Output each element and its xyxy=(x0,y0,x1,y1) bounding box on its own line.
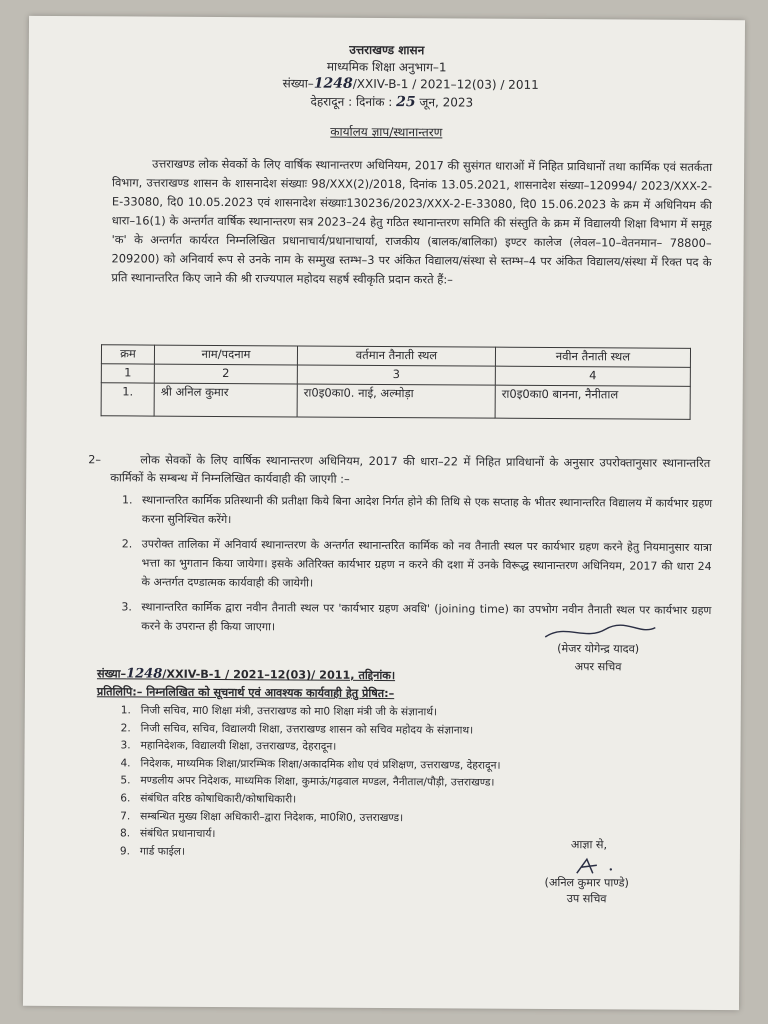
table-cell: 4 xyxy=(495,366,690,386)
list-item: 2. उपरोक्त तालिका में अनिवार्य स्थानान्तरण के अन्तर्गत स्थानान्तरित कार्मिक को नव तैनाती स्थल पर कार्यभार ग्रहण करने हेतु नियमानुसार यात्रा भत्ता का भुगतान किया जायेगा। इसके अतिरिक्त कार्यभार ग्रहण न करने की दशा में उनके विरूद्ध स्थानान्तरण अधिनियम, 2017 की धारा 24 के अन्तर्गत दण्डात्मक कार्यवाही की जायेगी। xyxy=(121,537,712,590)
list-item: 3. महानिदेशक, विद्यालयी शिक्षा, उत्तराखण्ड, देहरादून। xyxy=(120,739,337,753)
copy-heading: प्रतिलिपि:– निम्नलिखित को सूचनार्थ एवं आवश्यक कार्यवाही हेतु प्रेषित:– xyxy=(96,685,395,701)
table-cell: 1. xyxy=(101,383,154,416)
signatory-title-2: उप सचिव xyxy=(566,892,607,906)
list-item: 4. निदेशक, माध्यमिक शिक्षा/प्रारम्भिक शिक्षा/अकादमिक शोध एवं प्रशिक्षण, उत्तराखण्ड, देहरादून। xyxy=(120,757,501,772)
table-cell: 1 xyxy=(101,364,154,383)
table-header-cell: नाम/पदनाम xyxy=(154,345,297,365)
list-item: 6. संबंधित वरिष्ठ कोषाधिकारी/कोषाधिकारी। xyxy=(120,792,297,806)
table-header-cell: नवीन तैनाती स्थल xyxy=(495,347,690,367)
signature-icon xyxy=(539,853,639,878)
reference-number: संख्या–1248/XXIV-B-1 / 2021–12(03) / 2011 xyxy=(282,75,539,92)
section-heading: माध्यमिक शिक्षा अनुभाग–1 xyxy=(326,59,447,75)
signature-scribble-2 xyxy=(539,853,639,878)
list-item: 3. स्थानान्तरित कार्मिक द्वारा नवीन तैनाती स्थल पर 'कार्यभार ग्रहण अवधि' (joining time) का उपभोग नवीन तैनाती स्थल पर कार्यभार ग्रहण करने के उपरान्त ही किया जाएगा। xyxy=(121,600,712,634)
signatory-name-2: (अनिल कुमार पाण्डे) xyxy=(544,875,629,890)
order-text: आज्ञा से, xyxy=(570,838,608,852)
table-header-cell: क्रम xyxy=(101,345,154,364)
list-item: 2. निजी सचिव, सचिव, विद्यालयी शिक्षा, उत्तराखण्ड शासन को सचिव महोदय के संज्ञानाथ। xyxy=(120,721,474,737)
table-row xyxy=(101,383,690,420)
table-cell: श्री अनिल कुमार xyxy=(154,383,297,417)
para2-list xyxy=(121,490,712,639)
list-item: 9. गार्ड फाईल। xyxy=(119,845,186,858)
table-cell: रा0इ0का0. नाई, अल्मोड़ा xyxy=(297,384,495,418)
table-cell: 2 xyxy=(154,364,297,384)
signatory-name: (मेजर योगेन्द्र यादव) xyxy=(557,642,640,656)
govt-heading: उत्तराखण्ड शासन xyxy=(349,42,425,58)
copy-list xyxy=(120,702,501,863)
list-item: 7. सम्बन्धित मुख्य शिक्षा अधिकारी–द्वारा निदेशक, मा0शि0, उत्तराखण्ड। xyxy=(120,809,404,824)
para2-number: 2– xyxy=(88,453,102,467)
document-page xyxy=(23,16,745,1010)
signatory-title: अपर सचिव xyxy=(574,660,622,674)
issue-date: देहरादून : दिनांक : 25 जून, 2023 xyxy=(310,94,474,111)
table-header-cell: वर्तमान तैनाती स्थल xyxy=(297,346,495,366)
subject-line: कार्यालय ज्ञाप/स्थानान्तरण xyxy=(330,124,443,140)
table-cell: रा0इ0का0 बानना, नैनीताल xyxy=(495,385,690,419)
list-item: 8. संबंधित प्रधानाचार्य। xyxy=(120,827,216,841)
list-item: 5. मण्डलीय अपर निदेशक, माध्यमिक शिक्षा, कुमाऊं/गढ़वाल मण्डल, नैनीताल/पौड़ी, उत्तराखण्ड। xyxy=(120,774,495,790)
copy-reference-number: संख्या–1248/XXIV-B-1 / 2021–12(03)/ 2011, तद्दिनांक। xyxy=(96,666,396,683)
para2-lead: लोक सेवकों के लिए वार्षिक स्थानान्तरण अधिनियम, 2017 की धारा–22 में निहित प्राविधानों के अनुसार उपरोक्तानुसार स्थानान्तरित कार्मिकों के सम्बन्ध में निम्नलिखित कार्यवाही की जाएगी :– xyxy=(110,452,711,486)
transfer-table xyxy=(101,344,691,420)
intro-paragraph: उत्तराखण्ड लोक सेवकों के लिए वार्षिक स्थानान्तरण अधिनियम, 2017 की सुसंगत धाराओं में निहित प्राविधानों तथा कार्मिक एवं सतर्कता विभाग, उत्तराखण्ड शासन के शासनादेश संख्याः 98/XXX(2)/2018, दिनांक 13.05.2021, शासनादेश संख्या–120994/ 2023/XXX-2-E-33080, दि0 10.05.2023 एवं शासनादेश संख्याः130236/2023/XXX-2-E-33080, दि0 15.06.2023 के क्रम में अधिनियम की धारा–16(1) के अन्तर्गत वार्षिक स्थानान्तरण सत्र 2023–24 हेतु गठित स्थानान्तरण समिति की संस्तुति के क्रम में विद्यालयी शिक्षा विभाग में समूह 'क' के अन्तर्गत कार्यरत निम्नलिखित प्रधानाचार्य/प्रधानाचार्या, राजकीय (बालक/बालिका) इण्टर कालेज (लेवल–10–वेतनमान– 78800–209200) को अनिवार्य रूप से उनके नाम के सम्मुख स्तम्भ–3 पर अंकित विद्यालय/संस्था से स्तम्भ–4 पर अंकित विद्यालय/संस्था में रिक्त पद के प्रति स्थानान्तरित किए जाने की श्री राज्यपाल महोदय सहर्ष स्वीकृति प्रदान करते हैं:– xyxy=(111,156,713,287)
list-item: 1. निजी सचिव, मा0 शिक्षा मंत्री, उत्तराखण्ड को मा0 शिक्षा मंत्री जी के संज्ञानार्थ। xyxy=(120,704,438,719)
list-item: 1. स्थानान्तरित कार्मिक प्रतिस्थानी की प्रतीक्षा किये बिना आदेश निर्गत होने की तिथि से एक सप्ताह के भीतर स्थानान्तरित विद्यालय में कार्यभार ग्रहण करना सुनिश्चित करेंगे। xyxy=(122,493,713,527)
table-cell: 3 xyxy=(297,365,495,385)
